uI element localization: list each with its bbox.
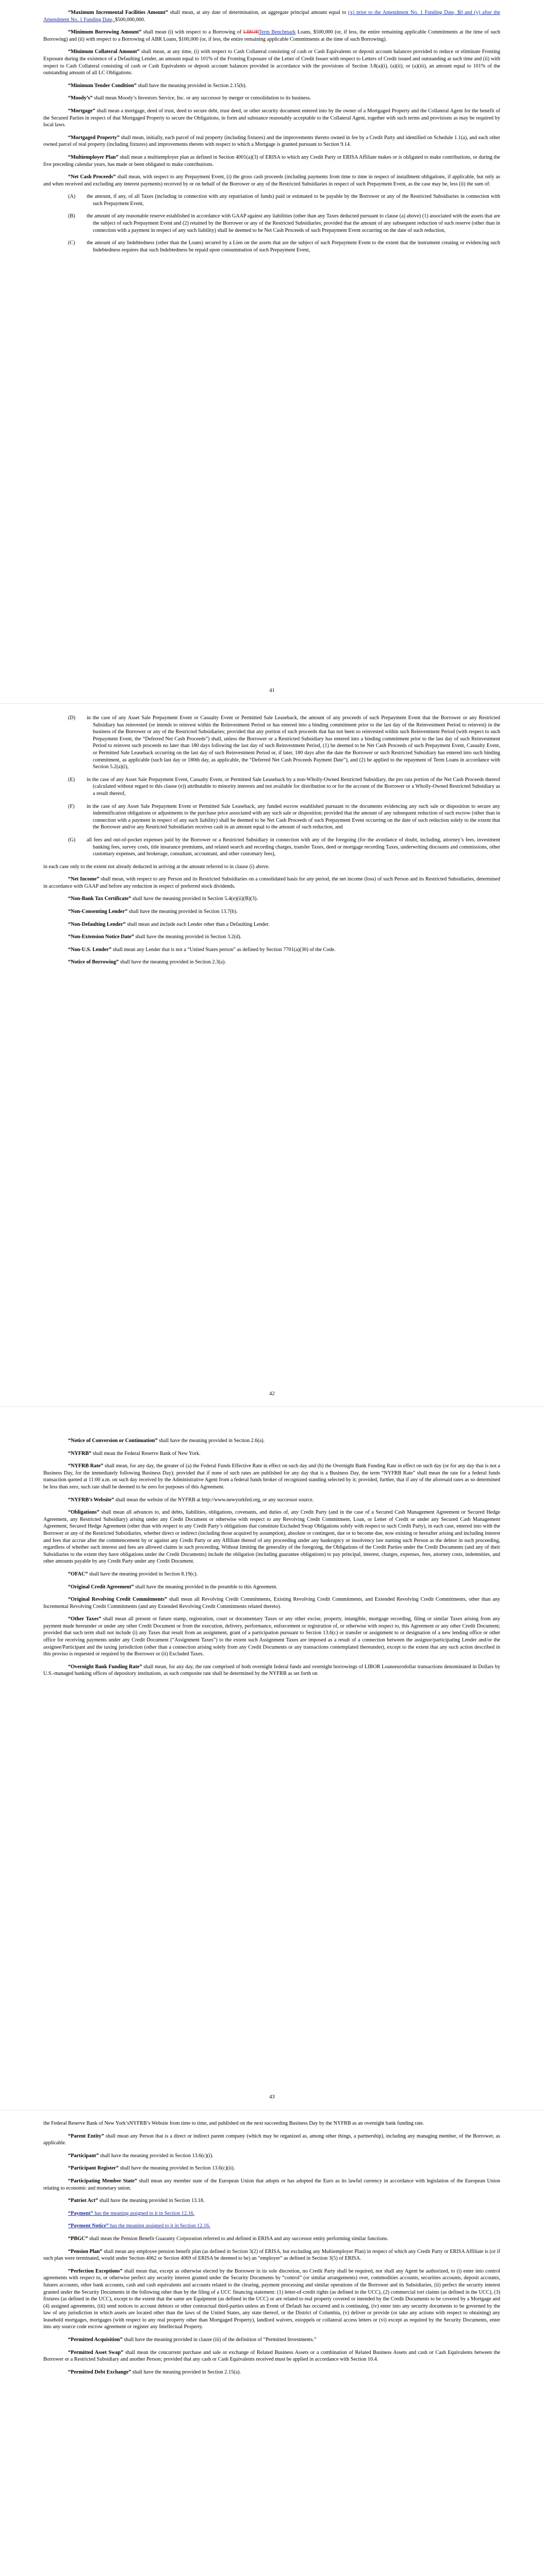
- page-41-text: [43, 9, 500, 259]
- subclause-label: (E): [68, 776, 75, 783]
- definition-nyfrb-rate: [43, 1463, 500, 1490]
- definition-other-taxes: [43, 1616, 500, 1658]
- definition-notice-of-borrowing: [43, 959, 500, 966]
- defined-term: “Obligations”: [68, 1510, 100, 1516]
- page-number: 42: [269, 1391, 275, 1397]
- definition-body: has the meaning assigned to it in Section 12.16.: [108, 2223, 210, 2229]
- definition-net-cash-proceeds: [43, 174, 500, 188]
- defined-term: “Participant”: [68, 2153, 99, 2159]
- definition-original-credit-agreement: [43, 1584, 500, 1591]
- definition-multiemployer-plan: [43, 154, 500, 168]
- definition-non-defaulting-lender: [43, 921, 500, 928]
- definition-minimum-borrowing-amount: “Minimum Borrowing Amount” shall mean (i) with respect to a Borrowing of LIBORTerm Benchmark Loans, $500,000 (or, if less, the entire remaining applicable Commitments at the time of such Borrowing) and (ii) with respect to a Borrowing of ABR Loans, $100,000 (or, if less, the entire remaining applicable Commitments at the time of such Borrowing).: [43, 29, 500, 42]
- definition-body: shall have the meaning provided in Section 13.7(b).: [127, 909, 238, 915]
- definition-body: shall have the meaning provided in clause (iii) of the definition of “Permitted Investments.”: [122, 2337, 317, 2343]
- subclause-c: [43, 240, 500, 253]
- subclause-label: (B): [68, 213, 75, 219]
- page-42-text: [43, 715, 500, 972]
- definition-pbgc: [43, 2235, 500, 2243]
- definition-non-consenting-lender: [43, 908, 500, 916]
- definition-body: shall mean a mortgage, deed of trust, deed to secure debt, trust deed, or other security document entered into by the owner of a Mortgaged Property and the Collateral Agent for the benefit of the Secured Parties in respect of that Mortgaged Property to secure the Obligations, in form and substance reasonably acceptable to the Collateral Agent, together with such terms and provisions as may be required by local laws.: [43, 108, 500, 128]
- defined-term: “Non-U.S. Lender”: [68, 946, 112, 953]
- definition-body: shall mean, at any time, (i) with respect to Cash Collateral consisting of cash or Cash Equivalents or deposit account balances provided to reduce or eliminate Fronting Exposure during the existence of a Defaulting Lender, an amount equal to 101% of the Fronting Exposure of the Letter of Credit Issuer with respect to Letters of Credit issued and outstanding at such time and (ii) with respect to Cash Collateral consisting of cash or Cash Equivalents or deposit account balances provided in accordance with the provisions of Section 3.8(a)(i), (a)(ii), or (a)(iii), an amount equal to 101% of the outstanding amount of all LC Obligations.: [43, 49, 500, 76]
- definition-body: shall mean a multiemployer plan as defined in Section 4001(a)(3) of ERISA to which any Credit Party or ERISA Affiliate makes or is obligated to make contributions, or during the five preceding calendar years, has made or been obligated to make contributions.: [43, 154, 501, 167]
- subclause-e: [43, 776, 500, 798]
- definition-mortgaged-property: [43, 134, 500, 148]
- page-42: [0, 703, 544, 1406]
- defined-term: “Net Income”: [68, 876, 100, 883]
- defined-term: “Maximum Incremental Facilities Amount”: [68, 10, 168, 15]
- definition-body: shall have the meaning provided in Section 13.6(c)(i).: [98, 2153, 213, 2159]
- definition-participating-member-state: [43, 2178, 500, 2192]
- page-number: 41: [269, 688, 275, 693]
- defined-term: “Permitted Debt Exchange”: [68, 2369, 131, 2375]
- subclause-label: (F): [68, 803, 75, 809]
- continued-text: the Federal Reserve Bank of New York’sNYFRB’s Website from time to time, and published on the next succeeding Business Day by the NYFRB as an overnight bank funding rate.: [43, 2121, 424, 2126]
- definition-nyfrb: [43, 1450, 500, 1458]
- definition-body: shall have the meaning provided in Section 5.4(e)(ii)(B)(3).: [131, 896, 258, 902]
- defined-term: “Minimum Tender Condition”: [68, 82, 137, 89]
- definition-non-bank-tax-certificate: [43, 895, 500, 903]
- definition-perfection-exceptions: [43, 2268, 500, 2331]
- definition-body: shall mean and include each Lender other than a Defaulting Lender.: [125, 921, 270, 927]
- subclause-label: (C): [68, 240, 75, 246]
- page-41: [0, 0, 544, 703]
- definition-mortgage: [43, 108, 500, 129]
- defined-term: “Overnight Bank Funding Rate”: [68, 1664, 142, 1670]
- defined-term: “Perfection Exceptions”: [68, 2268, 123, 2274]
- definition-body: shall mean Moody’s Investors Service, Inc. or any successor by merger or consolidation to its business.: [92, 95, 311, 101]
- defined-term: “Mortgaged Property”: [68, 134, 120, 141]
- subclause-body: the amount of any Indebtedness (other than the Loans) secured by a Lien on the assets that are the subject of such Prepayment Event to the extent that the instrument creating or evidencing such Indebtedness requires that such Indebtedness be repaid upon consummation of such Prepayment Event,: [87, 240, 500, 253]
- definition-body: shall mean, with respect to any Person and its Restricted Subsidiaries on a consolidated basis for any period, the net income (loss) of such Person and its Restricted Subsidiaries, determined in accordance with GAAP and before any reduction in respect of preferred stock dividends.: [43, 876, 500, 889]
- definition-patriot-act: [43, 2197, 500, 2205]
- definition-participant-register: [43, 2165, 500, 2172]
- subclause-g: [43, 837, 500, 858]
- defined-term: “NYFRB”: [68, 1450, 92, 1456]
- subclause-body: in the case of any Asset Sale Prepayment Event or Permitted Sale Leaseback, any funded escrow established pursuant to the documents evidencing any such sale or disposition to secure any indemnification obligations or adjustments to the purchase price associated with any such sale or disposition; provided that the amount of any subsequent reduction of such escrow (other than in connection with a payment in respect of any such liability) shall be deemed to be Net Cash Proceeds of such Prepayment Event occurring on the date of such reduction solely to the extent that the Borrower and/or any Restricted Subsidiaries receives cash in an amount equal to the amount of such reduction, and: [87, 803, 500, 831]
- defined-term: “Non-Extension Notice Date”: [68, 934, 134, 940]
- defined-term: “Net Cash Proceeds”: [68, 174, 116, 180]
- definition-body: shall mean the concurrent purchase and sale or exchange of Related Business Assets or a combination of Related Business Assets and cash or Cash Equivalents between the Borrower or a Restricted Subsidiary and another Person; provided that any cash or Cash Equivalents received must be applied in accordance with Section 10.4.: [43, 2349, 500, 2363]
- definition-body: shall mean any employee pension benefit plan (as defined in Section 3(2) of ERISA, but excluding any Multiemployer Plan) in respect of which any Credit Party or ERISA Affiliate is (or if such plan were terminated, would under Section 4062 or Section 4069 of ERISA be deemed to be) an “employer” as defined in Section 3(5) of ERISA.: [43, 2248, 501, 2262]
- definition-maximum-incremental-facilities-amount: “Maximum Incremental Facilities Amount” shall mean, at any date of determination, an aggregate principal amount equal to (x) prior to the Amendment No. 1 Funding Date, $0 and (y) after the Amendment No. 1 Funding Date, $500,000,000.: [43, 10, 500, 23]
- closing-clause: in each case only to the extent not already deducted in arriving at the amount referred to in clause (i) above.: [43, 863, 270, 870]
- subclause-b: [43, 213, 500, 234]
- defined-term: “Minimum Borrowing Amount”: [68, 29, 142, 36]
- defined-term: “Non-Defaulting Lender”: [68, 921, 126, 927]
- definition-body: shall mean, for any day, the greater of (a) the Federal Funds Effective Rate in effect on such day and (b) the Overnight Bank Funding Rate in effect on such day (or for any day that is not a Business Day, for the immediately following Business Day); provided that if none of such rates are published for any day that is a Business Day, the term “NYFRB Rate” shall mean the rate for a federal funds transaction quoted at 11:00 a.m. on such day received by the Administrative Agent from a federal funds broker of recognized standing selected by it; provided, further, that if any of the aforesaid rates as so determined be less than zero, such rate shall be deemed to be zero for purposes of this Agreement.: [43, 1463, 500, 1490]
- defined-term: “Other Taxes”: [68, 1616, 102, 1622]
- subclause-body: in the case of any Asset Sale Prepayment Event or Casualty Event or Permitted Sale Leaseback, the amount of any proceeds of such Prepayment Event that the Borrower or any Restricted Subsidiary has reinvested (or intends to reinvest within the Reinvestment Period or has entered into a binding commitment prior to the last day of the Reinvestment Period to reinvest) in the business of the Borrower or any of the Restricted Subsidiaries; provided that any portion of such proceeds that has not been so reinvested within such Reinvestment Period (with respect to such Prepayment Event, the “Deferred Net Cash Proceeds”) shall, unless the Borrower or a Restricted Subsidiary has entered into a binding commitment prior to the last day of such Reinvestment Period to reinvest such proceeds no later than 180 days following the last day of such Reinvestment Period, (1) be deemed to be Net Cash Proceeds of such Prepayment Event, Casualty Event, or Permitted Sale Leaseback occurring on the last day of such Reinvestment Period or, if later, 180 days after the date the Borrower or such Restricted Subsidiary has entered into such binding commitment, as applicable (such last day or 180th day, as applicable, the “Deferred Net Cash Proceeds Payment Date”), and (2) be applied to the repayment of Term Loans in accordance with Section 5.2(a)(i),: [87, 715, 500, 770]
- defined-term: “Moody’s”: [68, 95, 93, 101]
- page-44: [0, 2110, 544, 2576]
- subclause-label: (A): [68, 194, 76, 200]
- definition-minimum-tender-condition: [43, 82, 500, 90]
- definition-body: shall mean any Person that is a direct or indirect parent company (which may be organized as, among other things, a partnership), including any managing member, of the Borrower, as applicable.: [43, 2133, 501, 2146]
- page-43-text: [43, 1437, 500, 1683]
- definition-payment: [43, 2210, 500, 2217]
- defined-term: “Notice of Borrowing”: [68, 959, 119, 965]
- defined-term: “Pension Plan”: [68, 2248, 103, 2255]
- definition-nyfrb-website: [43, 1497, 500, 1504]
- defined-term: “Multiemployer Plan”: [68, 154, 119, 160]
- definition-minimum-collateral-amount: [43, 48, 500, 76]
- definition-ofac: [43, 1571, 500, 1578]
- definition-body: shall mean all present or future stamp, registration, court or documentary Taxes or any other excise, property, intangible, mortgage recording, filing or similar Taxes arising from any payment made hereunder or under any other Credit Document or from the execution, delivery, performance, enforcement or registration of, or otherwise with respect to, this Agreement or any other Credit Document; provided that such term shall not include (i) any Taxes that result from an assignment, grant of a participation pursuant to Section 13.6(c) or transfer or assignment to or designation of a new lending office or other office for receiving payments under any Credit Document (“Assignment Taxes”) to the extent such Assignment Taxes are imposed as a result of a connection between the assignor/participating Lender and/or the assignee/Participant and the taxing jurisdiction (other than a connection arising solely from any Credit Documents or any transactions contemplated thereunder), except to the extent that any such action described in this proviso is requested or required by the Borrower or (ii) Excluded Taxes.: [43, 1616, 500, 1657]
- definition-original-revolving-credit-commitments: [43, 1596, 500, 1610]
- definition-body: shall mean the Federal Reserve Bank of New York.: [91, 1450, 201, 1456]
- definition-body: shall mean the Pension Benefit Guaranty Corporation referred to and defined in ERISA and any successor entity performing similar functions.: [88, 2235, 389, 2242]
- defined-term: “Patriot Act”: [68, 2198, 98, 2204]
- definition-body: shall have the meaning provided in Section 13.18.: [98, 2198, 205, 2204]
- defined-term: “Permitted Acquisition”: [68, 2337, 123, 2343]
- subclause-label: (G): [68, 837, 76, 843]
- definition-body: shall mean all Revolving Credit Commitments, Existing Revolving Credit Commitments, and Extended Revolving Credit Commitments, other than any Incremental Revolving Credit Commitments (and any Extended Revolving Credit Commitments related thereto).: [43, 1597, 500, 1609]
- definition-participant: [43, 2153, 500, 2160]
- definition-parent-entity: [43, 2133, 500, 2147]
- defined-term: “Original Credit Agreement”: [68, 1584, 134, 1590]
- definition-pension-plan: [43, 2248, 500, 2262]
- definition-body: shall have the meaning provided in Section 8.19(c).: [88, 1571, 198, 1577]
- definition-body: shall mean any member state of the European Union that adopts or has adopted the Euro as its lawful currency in accordance with legislation of the European Union relating to economic and monetary union.: [43, 2178, 501, 2191]
- definition-body: shall mean that, except as otherwise elected by the Borrower in its sole discretion, no Credit Party shall be required, nor shall any Agent be authorized, to (i) enter into control agreements with respect to, or otherwise perfect any security interest granted under the Security Documents by “control” (or similar arrangements) over, commodities accounts, securities accounts, deposit accounts, futures accounts, other bank accounts, cash and cash equivalents and accounts related to the clearing, payment processing and similar operations of the Borrower and its Subsidiaries, (ii) perfect the security interest granted under the Security Documents in the following other than by the filing of a UCC financing statement: (1) letter-of-credit rights (as defined in the UCC), (2) commercial tort claims (as defined in the UCC), (3) fixtures (as defined in the UCC), except to the extent that the same are Equipment (as defined in the UCC) or are related to real property covered or intended by the Credit Documents to be covered by a Mortgage and (4) assigned agreements, (iii) send notices to account debtors or other contractual third-parties unless an Event of Default has occurred and is continuing, (iv) enter into any security documents to be governed by the law of any jurisdiction in which assets are located other than the laws of the United States, any state thereof, or the District of Columbia, (v) deliver or provide (or take any actions with respect to obtaining) any leasehold mortgages, mortgages (with respect to any real property other than Mortgaged Property), landlord waivers, estoppels or collateral access letters or (vi) except as required by the Security Documents, enter into any source code escrow agreement or register any Intellectual Property.: [43, 2268, 500, 2330]
- definition-body: shall mean, initially, each parcel of real property (including fixtures) and the improvements thereto owned in fee by a Credit Party and identified on Schedule 1.1(a), and each other owned parcel of real property (including fixtures) and improvements thereto with respect to which a Mortgage is granted pursuant to Section 9.14.: [43, 134, 500, 148]
- defined-term: “Permitted Asset Swap”: [68, 2349, 124, 2355]
- subclause-f: [43, 803, 500, 831]
- defined-term: “Payment”: [68, 2210, 93, 2216]
- page-43: [0, 1406, 544, 2110]
- definition-obligations: [43, 1509, 500, 1565]
- definition-body: shall mean, with respect to any Prepayment Event, (i) the gross cash proceeds (including payments from time to time in respect of installment obligations, if applicable, but only as and when received and excluding any interest payments) received by or on behalf of the Borrower or any of the Restricted Subsidiaries in respect of such Prepayment Event, as the case may be, less (ii) the sum of:: [43, 174, 501, 187]
- definition-body: shall have the meaning provided in Section 2.3(a).: [119, 959, 226, 965]
- definition-body: shall have the meaning provided in Section 2.15(b).: [136, 82, 247, 89]
- definition-permitted-acquisition: [43, 2336, 500, 2344]
- definition-body: shall have the meaning provided in the preamble to this Agreement.: [134, 1584, 277, 1590]
- definition-non-us-lender: [43, 946, 500, 954]
- definition-body: shall mean the website of the NYFRB at http://www.newyorkfed.org, or any successor source.: [114, 1497, 314, 1503]
- page-number: 43: [269, 2094, 275, 2100]
- subclause-d: [43, 715, 500, 771]
- subclause-body: the amount, if any, of all Taxes (including in connection with any repatriation of funds) paid or estimated to be payable by the Borrower or any of the Restricted Subsidiaries in connection with such Prepayment Event,: [87, 194, 500, 207]
- definition-permitted-debt-exchange: [43, 2369, 500, 2376]
- definition-notice-of-conversion: [43, 1437, 500, 1445]
- definition-body: shall mean any Lender that is not a “United States person” as defined by Section 7701(a)(30) of the Code.: [111, 946, 336, 953]
- defined-term: “Original Revolving Credit Commitments”: [68, 1597, 167, 1603]
- definition-permitted-asset-swap: [43, 2349, 500, 2363]
- subclause-body: all fees and out-of-pocket expenses paid by the Borrower or a Restricted Subsidiary in connection with any of the foregoing (for the avoidance of doubt, including, attorney’s fees, investment banking fees, survey costs, title insurance premiums, and related search and recording charges, transfer Taxes, deed or mortgage recording Taxes, underwriting discounts and commissions, other customary expenses, and brokerage, consultant, accountant, and other customary fees),: [87, 837, 500, 857]
- defined-term: “Payment Notice”: [68, 2223, 109, 2229]
- page-44-text: [43, 2120, 500, 2381]
- defined-term: “NYFRB’s Website”: [68, 1497, 114, 1503]
- defined-term: “Participating Member State”: [68, 2178, 137, 2184]
- definition-body: shall mean, for any day, the rate comprised of both overnight federal funds and overnight borrowings of LIBOR Loanseurodollar transactions denominated in Dollars by U.S.-managed banking offices of depository institutions, as such composite rate shall be determined by the NYFRB as set forth on: [43, 1664, 500, 1677]
- definition-body: shall have the meaning provided in Section 2.15(a).: [131, 2369, 241, 2375]
- defined-term: “Non-Consenting Lender”: [68, 909, 128, 915]
- defined-term: “Non-Bank Tax Certificate”: [68, 896, 131, 902]
- definition-overnight-bank-funding-rate: [43, 1664, 500, 1677]
- definition-body: shall have the meaning provided in Section 3.2(d).: [134, 934, 242, 940]
- defined-term: “Participant Register”: [68, 2165, 119, 2172]
- definition-body: has the meaning assigned to it in Section 12.16.: [93, 2210, 195, 2216]
- subclause-body: the amount of any reasonable reserve established in accordance with GAAP against any liabilities (other than any Taxes deducted pursuant to clause (a) above) (1) associated with the assets that are the subject of such Prepayment Event and (2) retained by the Borrower or any of the Restricted Subsidiaries; provided that the amount of any subsequent reduction of such reserve (other than in connection with a payment in respect of any such liability) shall be deemed to be Net Cash Proceeds of such Prepayment Event occurring on the date of such reduction,: [87, 213, 500, 233]
- definition-body: shall mean all advances to, and debts, liabilities, obligations, covenants, and duties of, any Credit Party (and in the case of a Secured Cash Management Agreement or Secured Hedge Agreement, any Restricted Subsidiary) arising under any Credit Document or otherwise with respect to any Revolving Credit Commitment, Loan, or Letter of Credit or under any Secured Cash Management Agreement, Secured Hedge Agreement (other than with respect to any Credit Party’s obligations that constitute Excluded Swap Obligations solely with respect to such Credit Party), in each case, entered into with the Borrower or any of the Restricted Subsidiaries, whether direct or indirect (including those acquired by assumption), absolute or contingent, due or to become due, now existing or hereafter arising and including interest and fees that accrue after the commencement by or against any Credit Party or any Affiliate thereof of any proceeding under any bankruptcy or insolvency law naming such Person as the debtor in such proceeding, regardless of whether such interest and fees are allowed claims in such proceeding. Without limiting the generality of the foregoing, the Obligations of the Credit Parties under the Credit Documents (and any of their Subsidiaries to the extent they have obligations under the Credit Documents) include the obligation (including guarantee obligations) to pay principal, interest, charges, expenses, fees, attorney costs, indemnities, and other amounts payable by any Credit Party under any Credit Document.: [43, 1510, 500, 1565]
- defined-term: “NYFRB Rate”: [68, 1463, 104, 1469]
- defined-term: “Parent Entity”: [68, 2133, 104, 2139]
- definition-body: shall have the meaning provided in Section 13.6(c)(ii).: [119, 2165, 235, 2172]
- defined-term: “Notice of Conversion or Continuation”: [68, 1438, 158, 1444]
- defined-term: “Mortgage”: [68, 108, 95, 114]
- definition-net-income: [43, 876, 500, 890]
- defined-term: “Minimum Collateral Amount”: [68, 49, 140, 55]
- subclause-a: [43, 193, 500, 207]
- definition-payment-notice: [43, 2223, 500, 2230]
- defined-term: “PBGC”: [68, 2235, 88, 2242]
- definition-non-extension-notice-date: [43, 934, 500, 941]
- subclause-label: (D): [68, 715, 76, 721]
- definition-body: shall have the meaning provided in Section 2.6(a).: [157, 1438, 265, 1444]
- definition-moodys: [43, 95, 500, 102]
- defined-term: “OFAC”: [68, 1571, 88, 1577]
- subclause-body: in the case of any Asset Sale Prepayment Event, Casualty Event, or Permitted Sale Leaseback by a non-Wholly-Owned Restricted Subsidiary, the pro rata portion of the Net Cash Proceeds thereof (calculated without regard to this clause (e)) attributable to minority interests and not available for distribution to or for the account of the Borrower or a Wholly-Owned Restricted Subsidiary as a result thereof,: [87, 776, 500, 796]
